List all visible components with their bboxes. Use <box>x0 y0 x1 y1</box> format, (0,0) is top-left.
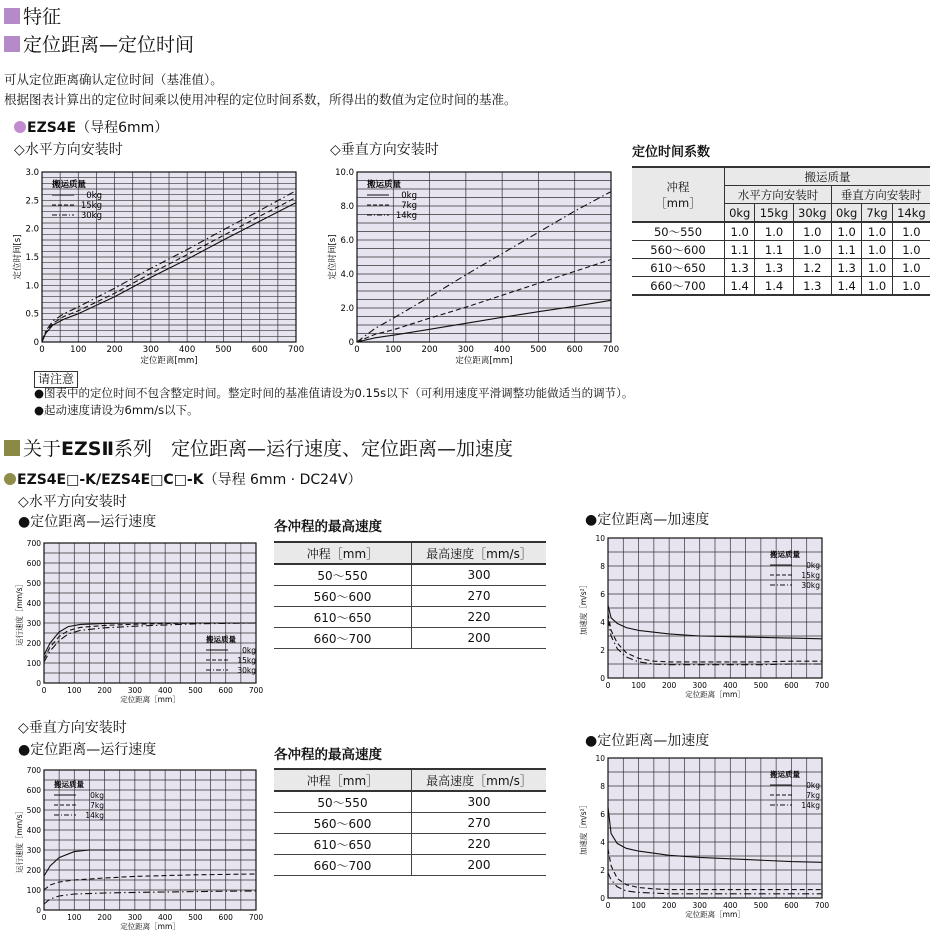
coef-table <box>632 166 930 296</box>
y-tick-label: 2.5 <box>25 196 39 207</box>
chart-speed-horizontal <box>14 535 264 710</box>
vertical-label-2: ◇垂直方向安装时 <box>18 720 127 736</box>
x-axis-label: 定位距离［mm］ <box>120 922 180 931</box>
legend-label: 0kg <box>806 561 820 570</box>
legend-label: 0kg <box>90 791 104 800</box>
x-tick-label: 0 <box>605 901 611 910</box>
note-label: 请注意 <box>34 368 78 388</box>
x-tick-label: 300 <box>142 345 159 355</box>
chart-accel-horizontal <box>580 532 830 707</box>
x-tick-label: 400 <box>723 901 738 910</box>
legend-label: 15kg <box>80 201 102 211</box>
horizontal-label-1: ◇水平方向安装时 <box>14 142 123 158</box>
y-axis-label: 加速度［m/s²］ <box>579 800 588 856</box>
purple-square-icon <box>4 8 20 24</box>
y-axis-label: 定位时间[s] <box>13 234 23 280</box>
x-tick-label: 200 <box>661 901 677 910</box>
x-tick-label: 200 <box>97 913 112 922</box>
y-axis-label: 运行速度［mm/s］ <box>15 579 24 647</box>
purple-square-icon <box>4 36 20 52</box>
y-tick-label: 600 <box>26 786 41 795</box>
x-tick-label: 300 <box>457 345 474 355</box>
table-row: 560～600 270 <box>274 586 546 607</box>
x-tick-label: 300 <box>127 686 143 695</box>
x-tick-label: 700 <box>248 686 264 695</box>
y-tick-label: 0 <box>600 894 605 903</box>
speed-subtitle-2: ●定位距离—运行速度 <box>18 742 157 758</box>
coef-mass-header: 搬运质量 <box>725 167 931 186</box>
y-tick-label: 3.0 <box>25 168 39 178</box>
table-row: 660～700 200 <box>274 628 546 649</box>
x-tick-label: 100 <box>631 901 646 910</box>
y-tick-label: 300 <box>26 846 41 855</box>
y-axis-label: 加速度［m/s²］ <box>579 580 588 636</box>
x-tick-label: 0 <box>605 681 611 690</box>
y-tick-label: 500 <box>26 579 41 588</box>
coef-col: 30kg <box>793 204 831 223</box>
table-row: 660～700 200 <box>274 855 546 876</box>
x-tick-label: 400 <box>494 345 511 355</box>
table-row: 660～700 1.4 1.4 1.3 1.4 1.0 1.0 <box>632 277 930 296</box>
y-tick-label: 200 <box>26 639 41 648</box>
coef-col: 15kg <box>755 204 793 223</box>
y-tick-label: 0 <box>348 338 354 348</box>
y-tick-label: 100 <box>26 886 41 895</box>
x-tick-label: 400 <box>157 686 173 695</box>
x-tick-label: 200 <box>97 686 112 695</box>
coef-col: 7kg <box>862 204 892 223</box>
y-tick-label: 700 <box>26 766 41 775</box>
vertical-label-1: ◇垂直方向安装时 <box>330 142 439 158</box>
y-tick-label: 8.0 <box>340 202 354 212</box>
x-tick-label: 0 <box>41 686 47 695</box>
x-axis-label: 定位距离［mm］ <box>685 910 745 919</box>
chart-speed-vertical <box>14 762 264 937</box>
x-tick-label: 500 <box>530 345 547 355</box>
y-tick-label: 2.0 <box>25 224 39 235</box>
x-tick-label: 100 <box>385 345 402 355</box>
table-row: 50～550 300 <box>274 564 546 586</box>
legend-label: 0kg <box>242 646 256 655</box>
y-tick-label: 1.0 <box>25 281 39 292</box>
note-line-2: ●起动速度请设为6mm/s以下。 <box>34 403 199 417</box>
x-tick-label: 400 <box>723 681 738 690</box>
table-row: 50～550 300 <box>274 791 546 813</box>
legend-title: 搬运质量 <box>206 635 236 644</box>
accel-subtitle-1: ●定位距离—加速度 <box>585 512 710 528</box>
legend-label: 15kg <box>801 571 820 580</box>
x-tick-label: 700 <box>248 913 264 922</box>
y-tick-label: 10 <box>595 754 605 763</box>
accel-subtitle-2: ●定位距离—加速度 <box>585 733 710 749</box>
y-tick-label: 2 <box>600 646 605 655</box>
x-tick-label: 300 <box>692 681 707 690</box>
horizontal-label-2: ◇水平方向安装时 <box>18 494 127 510</box>
x-tick-label: 0 <box>41 913 47 922</box>
x-axis-label: 定位距离［mm］ <box>685 690 745 699</box>
y-tick-label: 400 <box>26 826 41 835</box>
x-tick-label: 300 <box>127 913 143 922</box>
y-tick-label: 300 <box>26 619 41 628</box>
section-title-distance-time: 定位距离—定位时间 <box>4 34 194 56</box>
y-tick-label: 8 <box>600 562 605 571</box>
table-row: 50～550 1.0 1.0 1.0 1.0 1.0 1.0 <box>632 222 930 241</box>
chart-accel-vertical <box>580 752 830 927</box>
legend-label: 7kg <box>806 791 820 800</box>
y-tick-label: 6 <box>600 810 605 819</box>
legend-label: 0kg <box>401 191 417 201</box>
x-axis-label: 定位距离［mm］ <box>120 695 180 704</box>
legend-label: 7kg <box>90 801 104 810</box>
y-tick-label: 1.5 <box>25 253 39 263</box>
x-axis-label: 定位距离[mm] <box>455 356 513 366</box>
y-tick-label: 4 <box>600 838 605 847</box>
x-tick-label: 600 <box>251 345 268 355</box>
y-tick-label: 4.0 <box>340 270 354 280</box>
y-tick-label: 0 <box>33 338 39 348</box>
y-tick-label: 6.0 <box>340 236 354 246</box>
x-tick-label: 200 <box>106 345 123 355</box>
section-title-features: 特征 <box>4 6 61 28</box>
coef-col: 0kg <box>725 204 755 223</box>
x-tick-label: 600 <box>784 681 799 690</box>
x-tick-label: 700 <box>814 901 830 910</box>
x-tick-label: 100 <box>67 686 82 695</box>
chart-time-horizontal <box>10 162 305 367</box>
legend-title: 搬运质量 <box>770 550 800 559</box>
y-tick-label: 2.0 <box>340 304 354 314</box>
x-tick-label: 600 <box>784 901 799 910</box>
x-tick-label: 100 <box>631 681 646 690</box>
y-tick-label: 10 <box>595 534 605 543</box>
y-tick-label: 4 <box>600 618 605 627</box>
legend-label: 0kg <box>86 191 102 201</box>
legend-label: 14kg <box>395 211 417 221</box>
x-tick-label: 0 <box>39 345 45 355</box>
y-tick-label: 200 <box>26 866 41 875</box>
y-tick-label: 0 <box>36 906 41 915</box>
y-axis-label: 运行速度［mm/s］ <box>15 806 24 874</box>
x-tick-label: 700 <box>814 681 830 690</box>
x-tick-label: 200 <box>421 345 438 355</box>
speed-table-1: 冲程［mm］ 最高速度［mm/s］ 50～550 300 560～600 270 610～650 220 660～700 200 <box>274 541 546 649</box>
x-tick-label: 500 <box>753 681 769 690</box>
y-tick-label: 500 <box>26 806 41 815</box>
legend-label: 30kg <box>237 666 256 675</box>
x-tick-label: 700 <box>287 345 305 355</box>
chart-time-vertical <box>325 162 625 367</box>
table-row: 610～650 220 <box>274 607 546 628</box>
y-tick-label: 2 <box>600 866 605 875</box>
legend-label: 7kg <box>401 201 417 211</box>
table-row: 560～600 1.1 1.1 1.0 1.1 1.0 1.0 <box>632 241 930 259</box>
speed-table-2: 冲程［mm］ 最高速度［mm/s］ 50～550 300 560～600 270 610～650 220 660～700 200 <box>274 768 546 876</box>
intro-line-1: 可从定位距离确认定位时间（基准值）。 <box>4 72 223 87</box>
legend-title: 搬运质量 <box>54 780 84 789</box>
x-tick-label: 300 <box>692 901 707 910</box>
coef-horizontal-header: 水平方向安装时 <box>725 186 832 204</box>
x-tick-label: 600 <box>566 345 583 355</box>
legend-title: 搬运质量 <box>770 770 800 779</box>
coef-col: 14kg <box>892 204 930 223</box>
y-axis-label: 定位时间[s] <box>328 234 338 280</box>
x-tick-label: 500 <box>188 686 203 695</box>
y-tick-label: 700 <box>26 539 41 548</box>
x-tick-label: 700 <box>602 345 620 355</box>
x-axis-label: 定位距离[mm] <box>140 356 198 366</box>
model-heading-ezs2: EZS4E□-K/EZS4E□C□-K（导程 6mm · DC24V） <box>4 471 362 489</box>
x-tick-label: 0 <box>354 345 360 355</box>
x-tick-label: 500 <box>188 913 203 922</box>
x-tick-label: 200 <box>661 681 677 690</box>
intro-line-2: 根据图表计算出的定位时间乘以使用冲程的定位时间系数，所得出的数值为定位时间的基准。 <box>4 92 517 107</box>
speed-table-title-1: 各冲程的最高速度 <box>274 519 382 535</box>
table-row: 560～600 270 <box>274 813 546 834</box>
x-tick-label: 500 <box>753 901 769 910</box>
olive-dot-icon <box>4 473 16 485</box>
x-tick-label: 400 <box>157 913 173 922</box>
legend-label: 14kg <box>801 801 820 810</box>
legend-label: 14kg <box>85 811 104 820</box>
legend-label: 0kg <box>806 781 820 790</box>
coef-table-title: 定位时间系数 <box>632 145 711 160</box>
x-tick-label: 400 <box>179 345 196 355</box>
coef-vertical-header: 垂直方向安装时 <box>831 186 930 204</box>
legend-title: 搬运质量 <box>367 180 402 190</box>
y-tick-label: 8 <box>600 782 605 791</box>
x-tick-label: 600 <box>218 913 233 922</box>
y-tick-label: 0 <box>600 674 605 683</box>
table-row: 610～650 1.3 1.3 1.2 1.3 1.0 1.0 <box>632 259 930 277</box>
table-row: 610～650 220 <box>274 834 546 855</box>
x-tick-label: 500 <box>215 345 232 355</box>
coef-col: 0kg <box>831 204 861 223</box>
x-tick-label: 100 <box>67 913 82 922</box>
coef-stroke-header: 冲程 ［mm］ <box>632 167 725 222</box>
x-tick-label: 600 <box>218 686 233 695</box>
y-tick-label: 0 <box>36 679 41 688</box>
legend-title: 搬运质量 <box>52 180 87 190</box>
model-heading-ezs4e: EZS4E（导程6mm） <box>14 119 168 137</box>
speed-table-title-2: 各冲程的最高速度 <box>274 747 382 763</box>
y-tick-label: 600 <box>26 559 41 568</box>
y-tick-label: 10.0 <box>335 168 354 178</box>
y-tick-label: 0.5 <box>25 309 39 320</box>
legend-label: 30kg <box>80 211 102 221</box>
legend-label: 30kg <box>801 581 820 590</box>
y-tick-label: 6 <box>600 590 605 599</box>
purple-dot-icon <box>14 121 26 133</box>
x-tick-label: 100 <box>70 345 87 355</box>
y-tick-label: 100 <box>26 659 41 668</box>
legend-label: 15kg <box>237 656 256 665</box>
speed-subtitle-1: ●定位距离—运行速度 <box>18 514 157 530</box>
y-tick-label: 400 <box>26 599 41 608</box>
section-title-ezs2: 关于EZSⅡ系列 定位距离—运行速度、定位距离—加速度 <box>4 438 513 460</box>
note-line-1: ●图表中的定位时间不包含整定时间。整定时间的基准值请设为0.15s以下（可利用速度平滑调整功能做适当的调节）。 <box>34 386 634 400</box>
olive-square-icon <box>4 440 20 456</box>
